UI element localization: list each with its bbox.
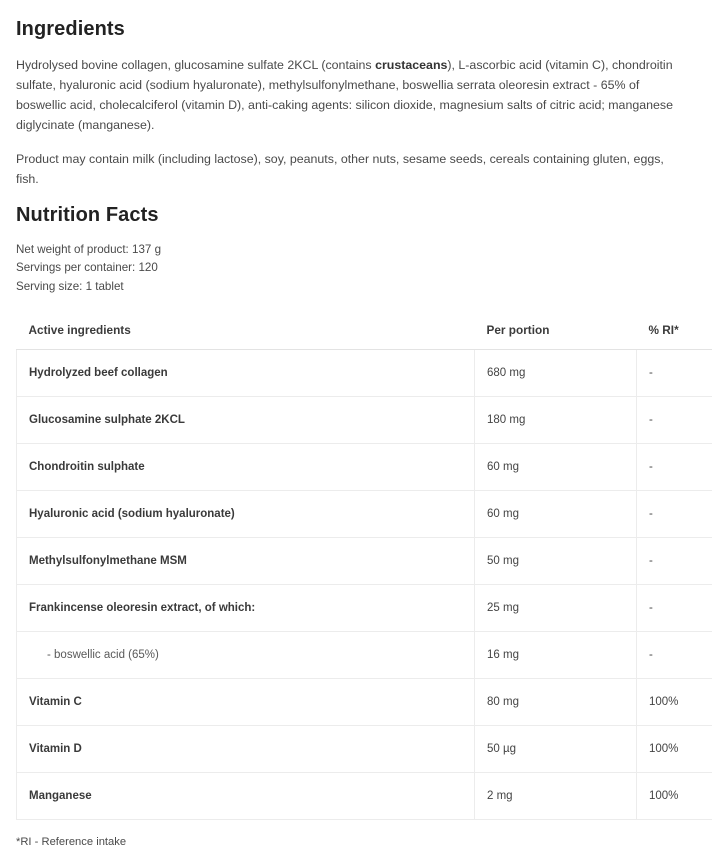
row-ingredient-name: Vitamin C (17, 678, 475, 725)
row-ingredient-name: - boswellic acid (65%) (17, 631, 475, 678)
table-row (17, 537, 712, 584)
row-per-portion: 80 mg (475, 678, 637, 725)
ingredients-text-part2: ), L-ascorbic acid (vitamin C), chondroitin sulfate, hyaluronic acid (sodium hyaluronate), methylsulfonylmethane, boswellia serrata oleoresin extract - 65% of boswellic acid, cholecalciferol (vitamin D), anti-caking agents: silicon dioxide, magnesium salts of citric acid; manganese diglycinate (manganese). (16, 58, 673, 132)
row-per-portion: 50 µg (475, 725, 637, 772)
nutrition-heading: Nutrition Facts (16, 204, 696, 227)
row-per-portion: 16 mg (475, 631, 637, 678)
row-per-portion: 2 mg (475, 772, 637, 819)
nutrition-table (16, 311, 712, 820)
table-row (17, 490, 712, 537)
row-ri-percent: - (637, 537, 712, 584)
serving-size: Serving size: 1 tablet (16, 278, 696, 297)
row-ri-percent: - (637, 490, 712, 537)
row-per-portion: 60 mg (475, 490, 637, 537)
table-row (17, 443, 712, 490)
row-ri-percent: - (637, 443, 712, 490)
row-ri-percent: - (637, 631, 712, 678)
net-weight: Net weight of product: 137 g (16, 241, 696, 260)
table-header-row (17, 311, 712, 350)
row-ingredient-name: Manganese (17, 772, 475, 819)
row-ingredient-name: Glucosamine sulphate 2KCL (17, 396, 475, 443)
table-body (17, 349, 712, 819)
row-per-portion: 180 mg (475, 396, 637, 443)
column-header-ingredients: Active ingredients (17, 311, 475, 350)
table-row (17, 678, 712, 725)
row-ri-percent: - (637, 584, 712, 631)
table-row (17, 772, 712, 819)
row-ingredient-name: Frankincense oleoresin extract, of which: (17, 584, 475, 631)
row-per-portion: 50 mg (475, 537, 637, 584)
ingredients-text (16, 55, 688, 135)
row-ri-percent: 100% (637, 772, 712, 819)
row-ri-percent: - (637, 396, 712, 443)
column-header-portion: Per portion (475, 311, 637, 350)
table-row (17, 725, 712, 772)
row-ingredient-name: Hyaluronic acid (sodium hyaluronate) (17, 490, 475, 537)
column-header-ri: % RI* (637, 311, 712, 350)
row-ingredient-name: Hydrolyzed beef collagen (17, 349, 475, 396)
serving-info (16, 241, 696, 297)
ingredients-heading: Ingredients (16, 18, 696, 41)
row-per-portion: 60 mg (475, 443, 637, 490)
row-per-portion: 680 mg (475, 349, 637, 396)
table-header (17, 311, 712, 350)
row-ingredient-name: Vitamin D (17, 725, 475, 772)
servings-per-container: Servings per container: 120 (16, 259, 696, 278)
table-row (17, 584, 712, 631)
table-footnote: *RI - Reference intake (16, 836, 696, 848)
table-row (17, 631, 712, 678)
row-ri-percent: 100% (637, 725, 712, 772)
row-ri-percent: - (637, 349, 712, 396)
row-ingredient-name: Methylsulfonylmethane MSM (17, 537, 475, 584)
table-row (17, 349, 712, 396)
row-ingredient-name: Chondroitin sulphate (17, 443, 475, 490)
row-ri-percent: 100% (637, 678, 712, 725)
table-row (17, 396, 712, 443)
allergen-highlight: crustaceans (375, 58, 447, 72)
row-per-portion: 25 mg (475, 584, 637, 631)
allergen-note: Product may contain milk (including lactose), soy, peanuts, other nuts, sesame seeds, cereals containing gluten, eggs, fish. (16, 149, 688, 189)
ingredients-text-part1: Hydrolysed bovine collagen, glucosamine sulfate 2KCL (contains (16, 58, 375, 72)
